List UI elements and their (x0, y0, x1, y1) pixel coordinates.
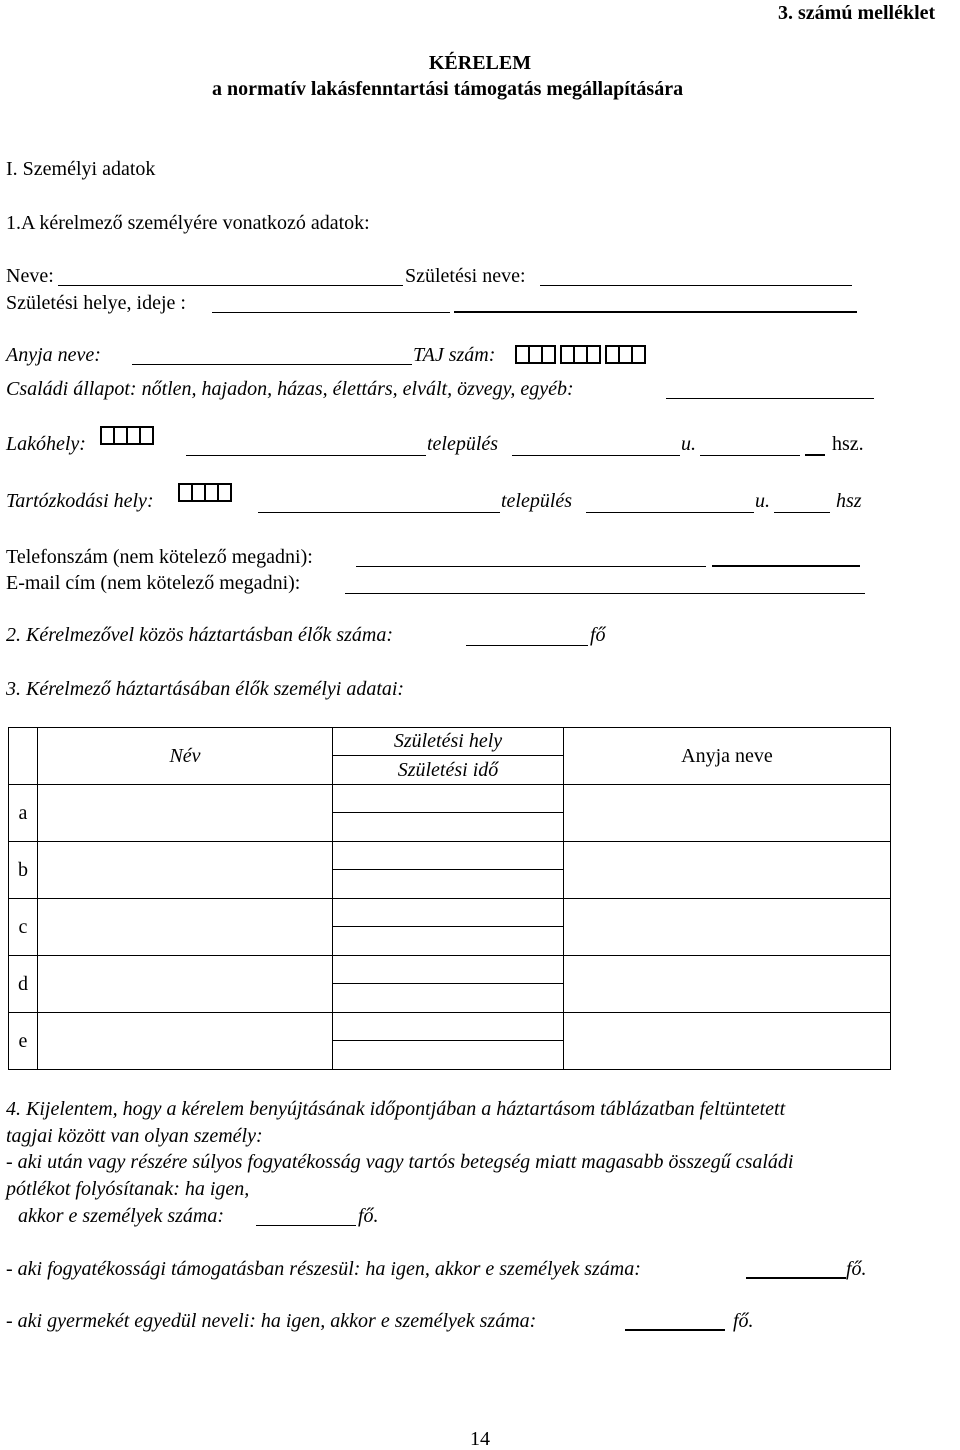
single-parent-unit: fő. (733, 1310, 754, 1332)
annex-label: 3. számú melléklet (778, 2, 936, 24)
form-subtitle: a normatív lakásfenntartási támogatás megállapítására (212, 78, 684, 100)
declaration-line-3: - aki után vagy részére súlyos fogyatékosság vagy tartós betegség miatt magasabb összegű családi (6, 1151, 794, 1173)
disability-support-line: - aki fogyatékossági támogatásban részesül: ha igen, akkor e személyek száma: (6, 1258, 641, 1280)
header-name: Név (38, 728, 333, 785)
declaration-count-input-line[interactable] (256, 1225, 356, 1226)
email-input-line[interactable] (345, 593, 865, 594)
table-row (9, 842, 891, 899)
table-corner-cell (9, 728, 38, 785)
phone-input-line[interactable] (356, 566, 706, 567)
table-row (9, 1013, 891, 1070)
cell-birth[interactable] (333, 785, 564, 842)
cell-mother[interactable] (564, 842, 891, 899)
row-label: a (9, 785, 38, 842)
header-birth-date: Születési idő (397, 759, 499, 781)
stay-postcode-boxes[interactable] (178, 483, 230, 502)
residence-label: Lakóhely: (6, 433, 86, 455)
household-count-label: 2. Kérelmezővel közös háztartásban élők száma: (6, 624, 393, 646)
cell-mother[interactable] (564, 1013, 891, 1070)
cell-mother[interactable] (564, 785, 891, 842)
single-parent-input-line[interactable] (625, 1329, 725, 1331)
table-row (9, 899, 891, 956)
residence-settlement-label: település (427, 433, 499, 455)
cell-name[interactable] (38, 1013, 333, 1070)
mother-name-input-line[interactable] (132, 364, 412, 365)
residence-settlement-input-line[interactable] (186, 455, 426, 456)
household-members-table (8, 727, 891, 1070)
declaration-count-label: akkor e személyek száma: (18, 1205, 225, 1227)
taj-number-boxes[interactable] (515, 345, 644, 364)
declaration-count-unit: fő. (358, 1205, 379, 1227)
row-label: c (9, 899, 38, 956)
residence-house-input-line[interactable] (700, 455, 800, 456)
stay-settlement-input-line[interactable] (258, 512, 500, 513)
marital-status-label: Családi állapot: nőtlen, hajadon, házas, élettárs, elvált, özvegy, egyéb: (6, 378, 574, 400)
stay-house-label: hsz (836, 490, 862, 512)
cell-birth[interactable] (333, 899, 564, 956)
section-personal-data: I. Személyi adatok (6, 158, 156, 180)
birth-date-input-line[interactable] (454, 311, 857, 313)
household-count-unit: fő (590, 624, 606, 646)
header-birth-place: Születési hely (333, 728, 563, 756)
stay-settlement-label: település (501, 490, 573, 512)
birth-place-date-label: Születési helye, ideje : (6, 292, 186, 314)
row-label: b (9, 842, 38, 899)
stay-label: Tartózkodási hely: (6, 490, 154, 512)
birth-name-label: Születési neve: (405, 265, 526, 287)
cell-name[interactable] (38, 956, 333, 1013)
cell-name[interactable] (38, 899, 333, 956)
row-label: d (9, 956, 38, 1013)
phone-input-line-2[interactable] (712, 565, 860, 567)
phone-label: Telefonszám (nem kötelező megadni): (6, 546, 313, 568)
single-parent-line: - aki gyermekét egyedül neveli: ha igen, akkor e személyek száma: (6, 1310, 537, 1332)
disability-support-input-line[interactable] (746, 1277, 846, 1279)
declaration-line-2: tagjai között van olyan személy: (6, 1125, 263, 1147)
residence-street-label: u. (681, 433, 696, 455)
residence-house-mark (805, 454, 825, 456)
residence-postcode-boxes[interactable] (100, 426, 152, 445)
declaration-line-4: pótlékot folyósítanak: ha igen, (6, 1178, 250, 1200)
taj-label: TAJ szám: (413, 344, 496, 366)
stay-street-label: u. (755, 490, 770, 512)
household-members-heading: 3. Kérelmező háztartásában élők személyi adatai: (6, 678, 405, 700)
cell-name[interactable] (38, 842, 333, 899)
form-title: KÉRELEM (428, 52, 532, 74)
cell-birth[interactable] (333, 956, 564, 1013)
birth-name-input-line[interactable] (540, 285, 852, 286)
residence-street-input-line[interactable] (512, 455, 680, 456)
header-birth-cell (333, 728, 564, 785)
stay-house-input-line[interactable] (774, 512, 830, 513)
cell-mother[interactable] (564, 899, 891, 956)
name-label: Neve: (6, 265, 54, 287)
cell-birth[interactable] (333, 842, 564, 899)
cell-name[interactable] (38, 785, 333, 842)
table-row (9, 785, 891, 842)
name-input-line[interactable] (58, 285, 403, 286)
mother-name-label: Anyja neve: (6, 344, 101, 366)
declaration-line-1: 4. Kijelentem, hogy a kérelem benyújtásának időpontjában a háztartásom táblázatban feltüntetett (6, 1098, 786, 1120)
page-number: 14 (470, 1428, 490, 1450)
table-row (9, 956, 891, 1013)
row-label: e (9, 1013, 38, 1070)
cell-mother[interactable] (564, 956, 891, 1013)
stay-street-input-line[interactable] (586, 512, 754, 513)
header-mother-name: Anyja neve (564, 728, 891, 785)
disability-support-unit: fő. (846, 1258, 867, 1280)
residence-house-label: hsz. (832, 433, 864, 455)
email-label: E-mail cím (nem kötelező megadni): (6, 572, 301, 594)
applicant-data-heading: 1.A kérelmező személyére vonatkozó adatok: (6, 212, 370, 234)
marital-other-input-line[interactable] (666, 398, 874, 399)
household-count-input-line[interactable] (466, 645, 588, 646)
cell-birth[interactable] (333, 1013, 564, 1070)
birth-place-input-line[interactable] (212, 312, 450, 313)
